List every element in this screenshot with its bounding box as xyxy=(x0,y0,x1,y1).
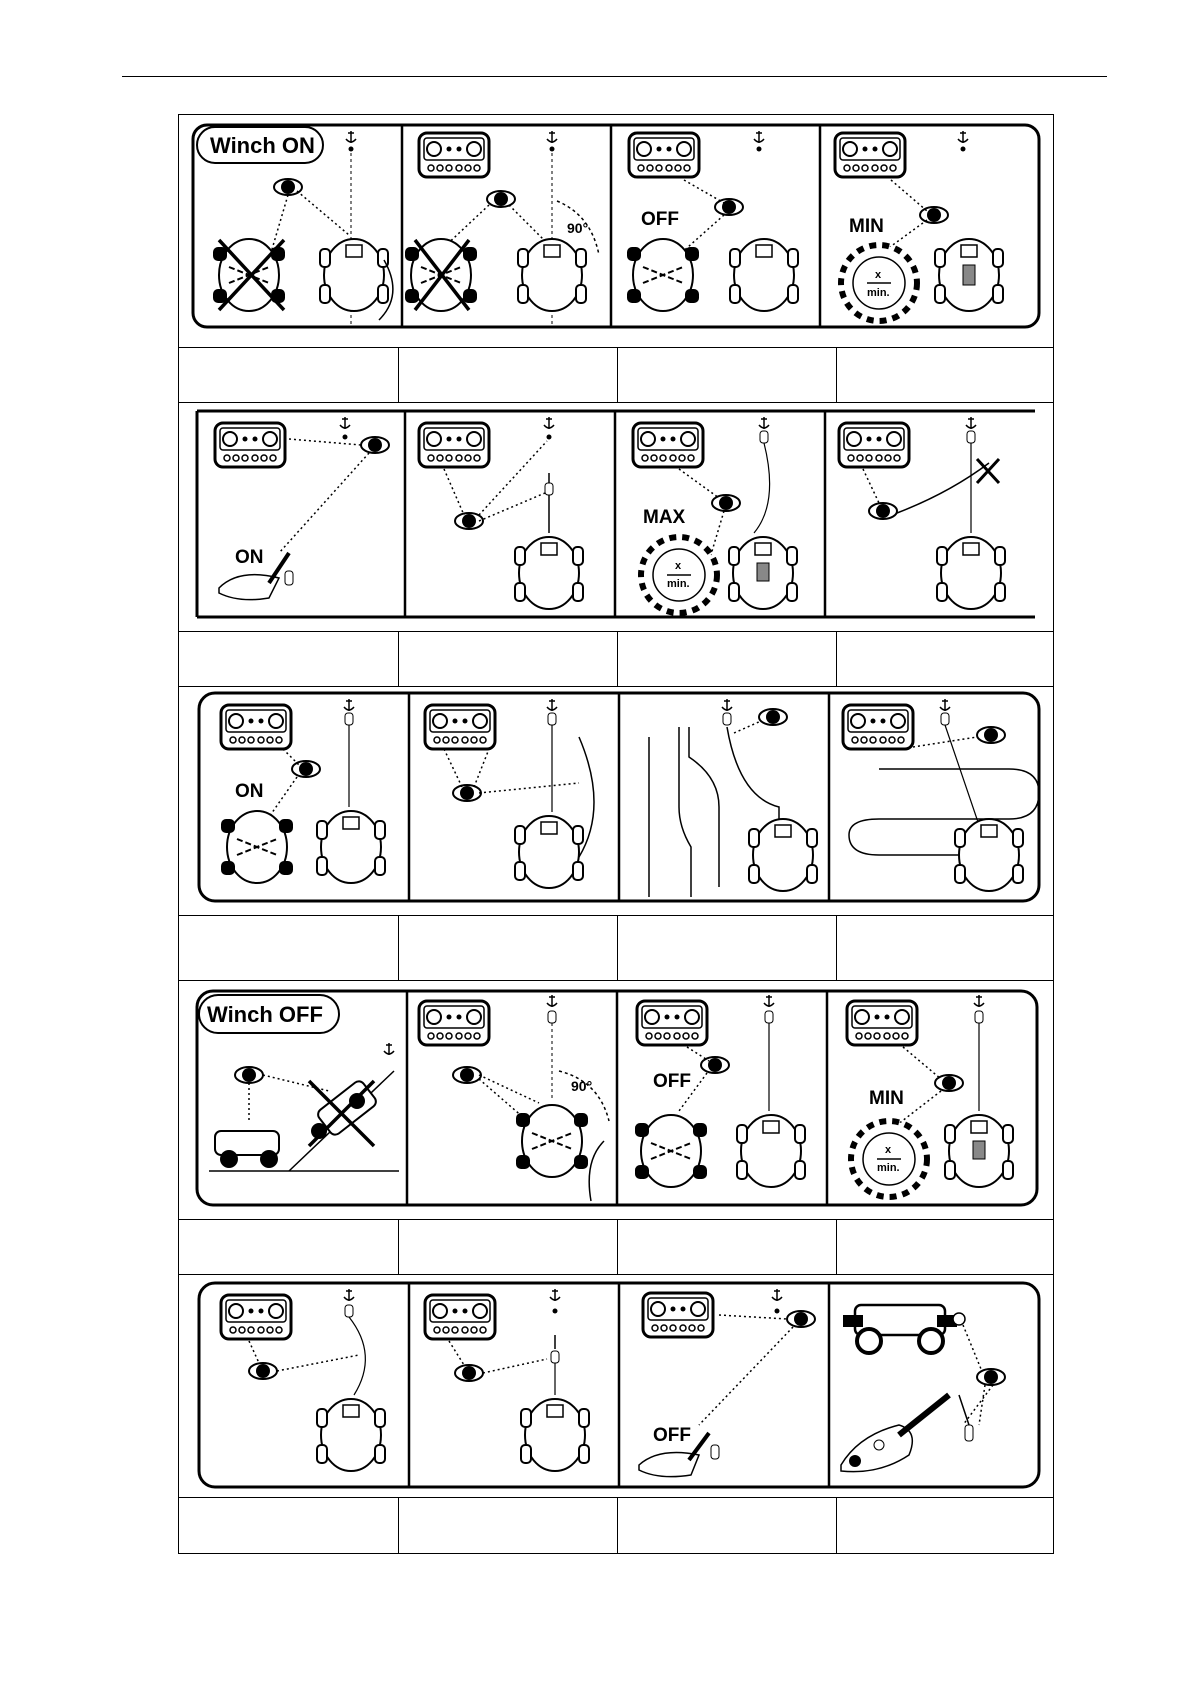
state-label: OFF xyxy=(653,1425,691,1446)
mower-icon xyxy=(518,239,586,311)
figure-strip-5 xyxy=(179,1275,1053,1497)
caption-cell xyxy=(398,1220,618,1274)
remote-control-icon xyxy=(843,705,913,749)
panel-title-winch-on: Winch ON xyxy=(210,133,315,158)
remote-control-icon xyxy=(835,133,905,177)
mower-icon xyxy=(635,1115,707,1187)
remote-control-icon xyxy=(643,1293,713,1337)
figure-row-3 xyxy=(179,687,1053,915)
caption-cell xyxy=(617,632,837,686)
eye-icon xyxy=(869,503,897,519)
eye-icon xyxy=(453,1067,481,1083)
setting-label: MIN xyxy=(869,1088,904,1109)
caption-cell xyxy=(836,348,1053,402)
eye-icon xyxy=(487,191,515,207)
svg-text:x: x xyxy=(885,1144,892,1156)
remote-control-icon xyxy=(633,423,703,467)
panel-5-4 xyxy=(841,1305,1005,1472)
remote-control-icon xyxy=(221,705,291,749)
remote-control-icon xyxy=(425,1295,495,1339)
panel-2-4 xyxy=(839,417,1005,609)
panel-2-1 xyxy=(215,417,389,600)
caption-row-4 xyxy=(179,1219,1053,1275)
speed-dial-icon xyxy=(851,1121,927,1197)
panel-1-3 xyxy=(627,131,798,311)
panel-title-winch-off: Winch OFF xyxy=(207,1002,323,1027)
figure-strip-1 xyxy=(179,115,1053,345)
figure-row-4 xyxy=(179,981,1053,1219)
figure-strip-2 xyxy=(179,403,1053,631)
instruction-table xyxy=(178,114,1054,1554)
panel-5-2 xyxy=(425,1289,589,1471)
panel-5-3 xyxy=(639,1289,815,1477)
svg-text:x: x xyxy=(675,560,682,572)
state-label: OFF xyxy=(653,1071,691,1092)
caption-cell xyxy=(836,1220,1053,1274)
state-label: ON xyxy=(235,781,264,802)
svg-text:x: x xyxy=(875,269,882,281)
caption-cell xyxy=(398,916,618,980)
remote-control-icon xyxy=(637,1001,707,1045)
mower-icon xyxy=(221,811,293,883)
caption-cell xyxy=(617,348,837,402)
caption-cell xyxy=(398,348,618,402)
eye-icon xyxy=(920,207,948,223)
remote-control-icon xyxy=(425,705,495,749)
remote-control-icon xyxy=(221,1295,291,1339)
eye-icon xyxy=(759,709,787,725)
caption-cell xyxy=(179,348,399,402)
eye-icon xyxy=(453,785,481,801)
panel-3-3 xyxy=(649,699,817,897)
svg-text:min.: min. xyxy=(877,1162,900,1174)
panel-4-2 xyxy=(419,995,609,1201)
caption-cell xyxy=(617,1498,837,1553)
eye-icon xyxy=(701,1057,729,1073)
figure-row-1 xyxy=(179,115,1053,345)
speed-dial-icon xyxy=(841,245,917,321)
mower-icon xyxy=(730,239,798,311)
eye-icon xyxy=(712,495,740,511)
panel-1-4 xyxy=(835,131,1003,321)
caption-cell xyxy=(179,1498,399,1553)
caption-row-3 xyxy=(179,915,1053,981)
remote-control-icon xyxy=(839,423,909,467)
angle-label: 90° xyxy=(571,1078,593,1094)
caption-cell xyxy=(398,1498,618,1553)
eye-icon xyxy=(715,199,743,215)
angle-label: 90° xyxy=(567,220,589,236)
eye-icon xyxy=(455,1365,483,1381)
caption-row-5 xyxy=(179,1497,1053,1553)
mower-icon xyxy=(515,537,583,609)
panel-3-1 xyxy=(221,699,385,883)
figure-strip-4 xyxy=(179,981,1053,1219)
caption-cell xyxy=(836,916,1053,980)
panel-5-1 xyxy=(221,1289,385,1471)
remote-control-icon xyxy=(629,133,699,177)
mower-icon xyxy=(937,537,1005,609)
caption-cell xyxy=(179,916,399,980)
caption-row-2 xyxy=(179,631,1053,687)
caption-cell xyxy=(179,1220,399,1274)
remote-control-icon xyxy=(419,423,489,467)
header-rule xyxy=(122,76,1107,77)
caption-cell xyxy=(617,916,837,980)
setting-label: MAX xyxy=(643,507,686,528)
remote-control-icon xyxy=(847,1001,917,1045)
mower-icon xyxy=(516,1105,588,1177)
speed-dial-icon xyxy=(641,537,717,613)
remote-control-icon xyxy=(419,133,489,177)
panel-1-1 xyxy=(197,127,393,325)
eye-icon xyxy=(249,1363,277,1379)
figure-row-2 xyxy=(179,403,1053,631)
mower-icon xyxy=(627,239,699,311)
panel-4-4 xyxy=(847,995,1013,1197)
mower-icon xyxy=(515,816,583,888)
caption-cell xyxy=(836,632,1053,686)
eye-icon xyxy=(292,761,320,777)
mower-icon xyxy=(749,819,817,891)
panel-2-3 xyxy=(633,417,797,613)
eye-icon xyxy=(361,437,389,453)
caption-cell xyxy=(836,1498,1053,1553)
eye-icon xyxy=(235,1067,263,1083)
panel-4-3 xyxy=(635,995,805,1187)
panel-3-4 xyxy=(843,699,1039,891)
eye-icon xyxy=(455,513,483,529)
setting-label: MIN xyxy=(849,216,884,237)
state-label: ON xyxy=(235,547,264,568)
panel-2-2 xyxy=(419,417,583,609)
figure-strip-3 xyxy=(179,687,1053,915)
eye-icon xyxy=(935,1075,963,1091)
eye-icon xyxy=(977,1369,1005,1385)
mower-icon xyxy=(317,1399,385,1471)
panel-1-2 xyxy=(405,131,599,325)
caption-cell xyxy=(179,632,399,686)
eye-icon xyxy=(787,1311,815,1327)
caption-row-1 xyxy=(179,347,1053,403)
panel-4-1 xyxy=(199,995,399,1171)
remote-control-icon xyxy=(215,423,285,467)
state-label: OFF xyxy=(641,209,679,230)
figure-row-5 xyxy=(179,1275,1053,1497)
panel-3-2 xyxy=(425,699,594,888)
mower-icon xyxy=(737,1115,805,1187)
mower-icon xyxy=(320,239,388,311)
mower-icon xyxy=(521,1399,589,1471)
caption-cell xyxy=(617,1220,837,1274)
svg-text:min.: min. xyxy=(667,578,690,590)
eye-icon xyxy=(977,727,1005,743)
mower-icon xyxy=(317,811,385,883)
svg-text:min.: min. xyxy=(867,287,890,299)
remote-control-icon xyxy=(419,1001,489,1045)
caption-cell xyxy=(398,632,618,686)
mower-icon xyxy=(955,819,1023,891)
